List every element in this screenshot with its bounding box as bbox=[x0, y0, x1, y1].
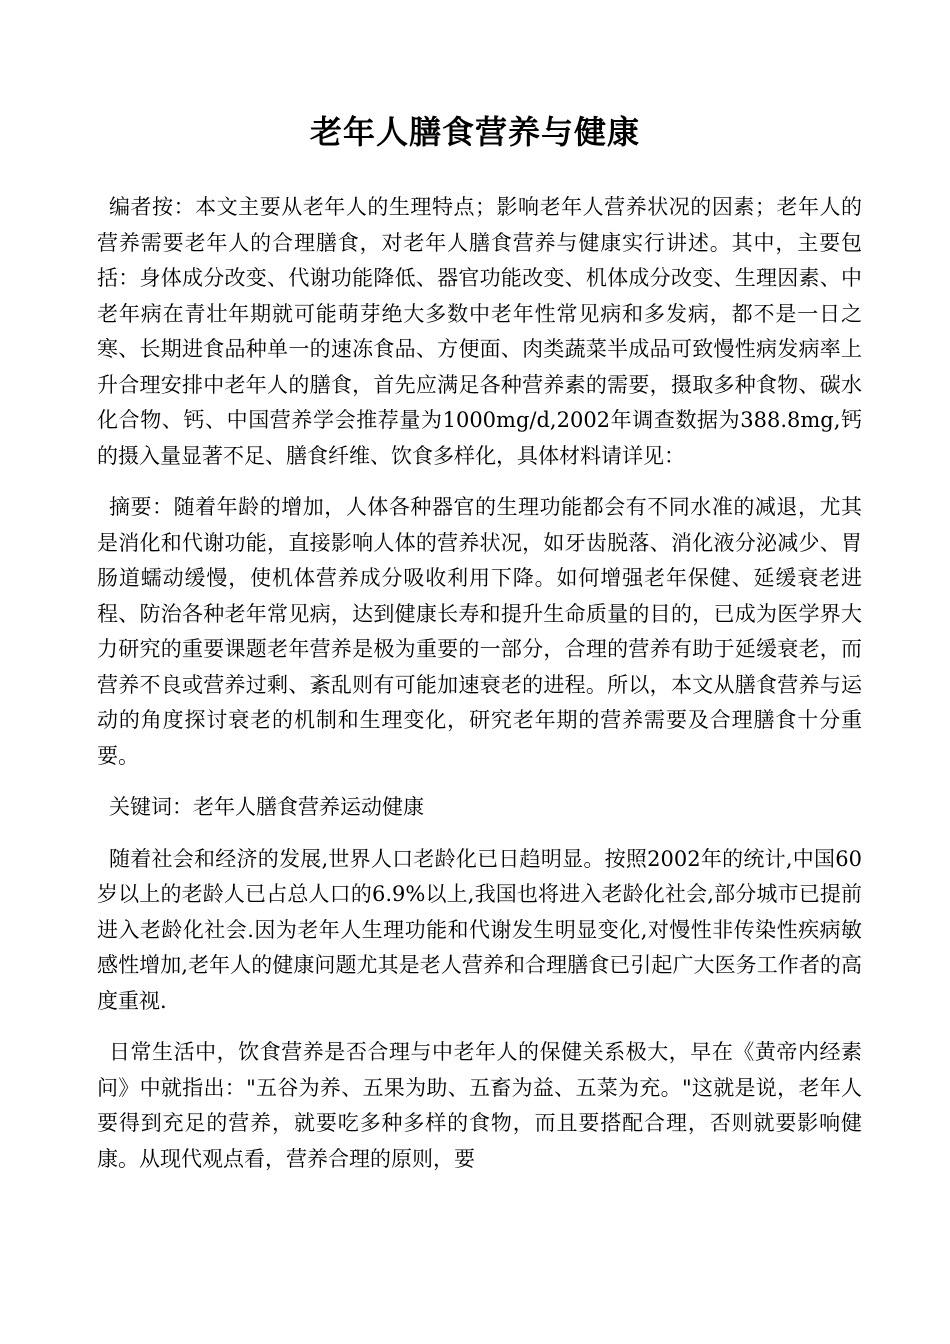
editor-note-paragraph: 编者按：本文主要从老年人的生理特点；影响老年人营养状况的因素；老年人的营养需要老年人的合理膳食，对老年人膳食营养与健康实行讲述。其中，主要包括：身体成分改变、代谢功能降低、器官功能改变、机体成分改变、生理因素、中老年病在青壮年期就可能萌芽绝大多数中老年性常见病和多发病，都不是一日之寒、长期进食品种单一的速冻食品、方便面、肉类蔬菜半成品可致慢性病发病率上升合理安排中老年人的膳食，首先应满足各种营养素的需要，摄取多种食物、碳水化合物、钙、中国营养学会推荐量为1000mg/d,2002年调查数据为388.8mg,钙的摄入量显著不足、膳食纤维、饮食多样化，具体材料请详见： bbox=[97, 195, 862, 468]
keywords-paragraph: 关键词：老年人膳食营养运动健康 bbox=[109, 795, 424, 819]
document-body bbox=[97, 190, 862, 1193]
document-title: 老年人膳食营养与健康 bbox=[309, 113, 640, 151]
abstract-paragraph: 摘要：随着年龄的增加，人体各种器官的生理功能都会有不同水准的减退，尤其是消化和代谢功能，直接影响人体的营养状况，如牙齿脱落、消化液分泌减少、胃肠道蠕动缓慢，使机体营养成分吸收利用下降。如何增强老年保健、延缓衰老进程、防治各种老年常见病，达到健康长寿和提升生命质量的目的，已成为医学界大力研究的重要课题老年营养是极为重要的一部分，合理的营养有助于延缓衰老，而营养不良或营养过剩、紊乱则有可能加速衰老的进程。所以，本文从膳食营养与运动的角度探讨衰老的机制和生理变化，研究老年期的营养需要及合理膳食十分重要。 bbox=[97, 495, 862, 768]
body-paragraph-2: 日常生活中，饮食营养是否合理与中老年人的保健关系极大，早在《黄帝内经素问》中就指出："五谷为养、五果为助、五畜为益、五菜为充。"这就是说，老年人要得到充足的营养，就要吃多种多样的食物，而且要搭配合理，否则就要影响健康。从现代观点看，营养合理的原则，要 bbox=[97, 1040, 862, 1171]
body-paragraph-1: 随着社会和经济的发展,世界人口老龄化已日趋明显。按照2002年的统计,中国60岁以上的老龄人已占总人口的6.9%以上,我国也将进入老龄化社会,部分城市已提前进入老龄化社会.因为老年人生理功能和代谢发生明显变化,对慢性非传染性疾病敏感性增加,老年人的健康问题尤其是老人营养和合理膳食已引起广大医务工作者的高度重视. bbox=[97, 846, 862, 1013]
